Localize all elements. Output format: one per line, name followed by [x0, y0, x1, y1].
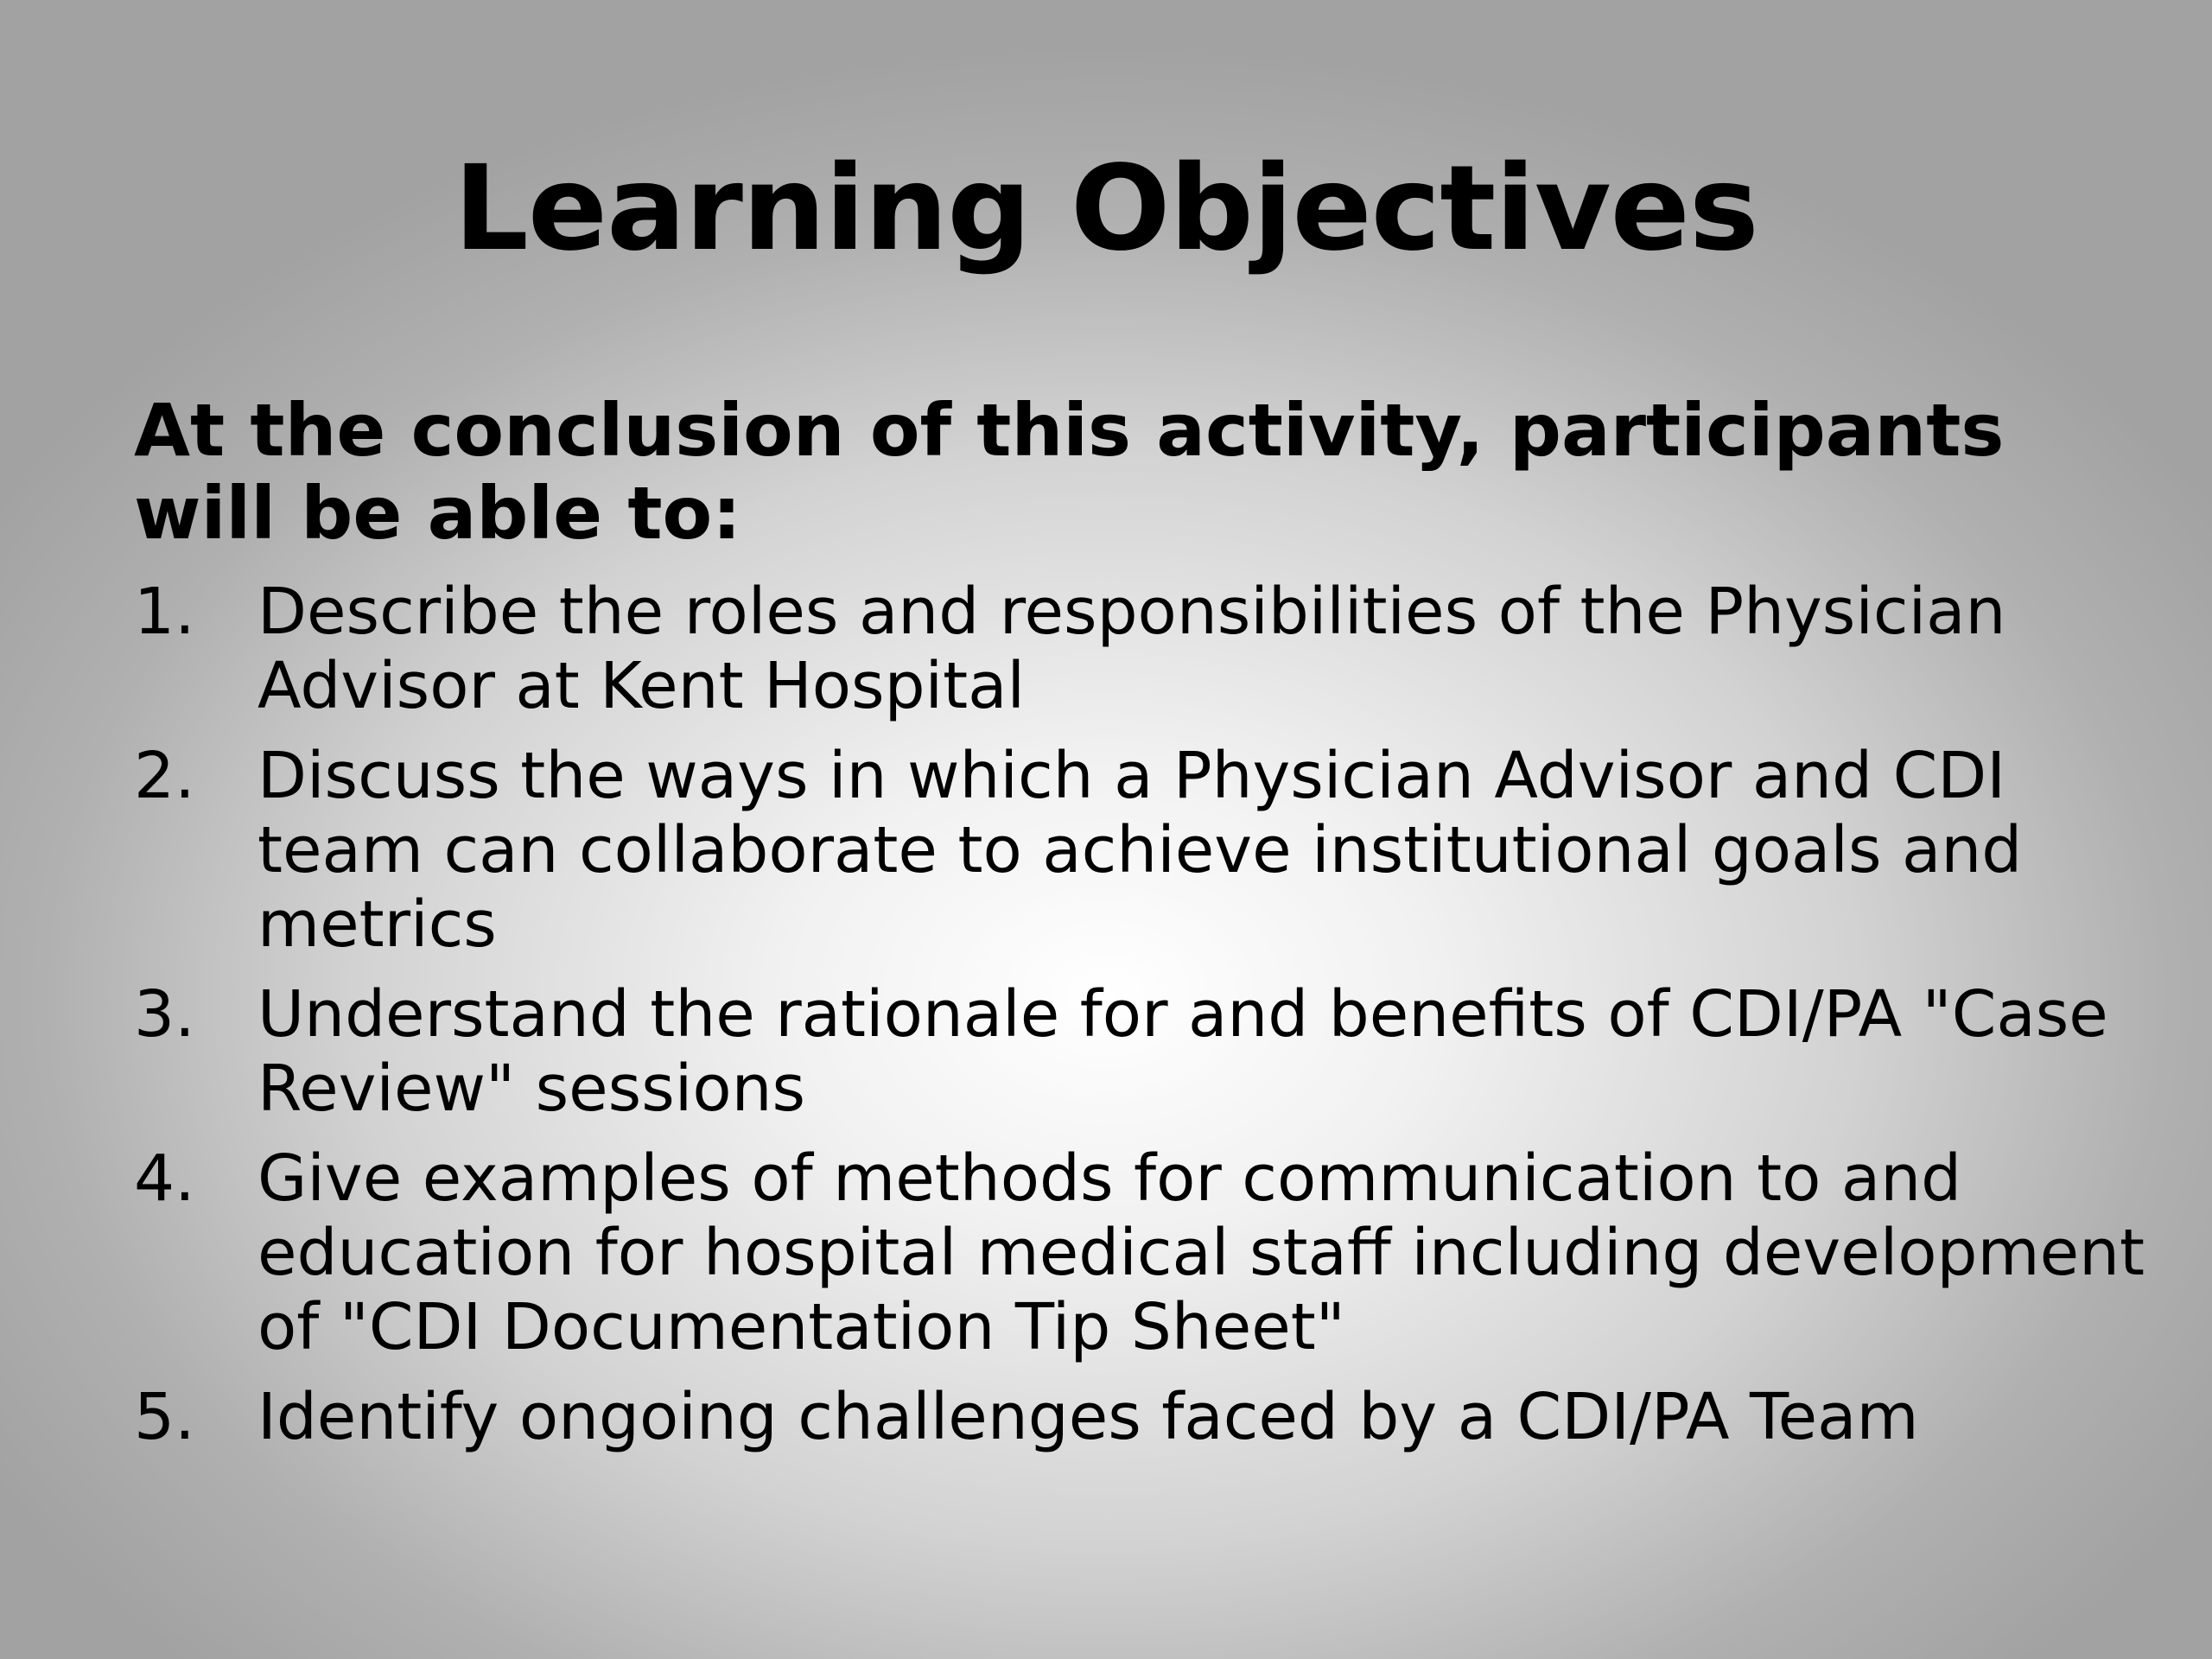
objective-item: [134, 575, 2147, 723]
objective-item: [134, 1380, 2147, 1454]
objective-number: 1.: [134, 575, 195, 649]
objective-item: [134, 739, 2147, 962]
objective-number: 2.: [134, 739, 195, 813]
objective-number: 3.: [134, 977, 195, 1052]
objective-number: 5.: [134, 1380, 195, 1454]
objective-item: [134, 977, 2147, 1126]
objective-text: Discuss the ways in which a Physician Advisor and CDI team can collaborate to achieve institutional goals and metrics: [257, 739, 2023, 962]
intro-text: At the conclusion of this activity, participants will be able to:: [134, 388, 2005, 556]
objective-text: Understand the rationale for and benefits of CDI/PA "Case Review" sessions: [257, 977, 2108, 1126]
objectives-list: [134, 575, 2147, 1470]
objective-number: 4.: [134, 1141, 195, 1216]
objective-text: Give examples of methods for communication to and education for hospital medical staff including development of "CDI Documentation Tip Sheet": [257, 1141, 2145, 1364]
objective-item: [134, 1141, 2147, 1364]
objective-text: Identify ongoing challenges faced by a CDI/PA Team: [257, 1380, 1919, 1454]
objective-text: Describe the roles and responsibilities of the Physician Advisor at Kent Hospital: [257, 575, 2006, 723]
slide-title: Learning Objectives: [454, 141, 1758, 277]
